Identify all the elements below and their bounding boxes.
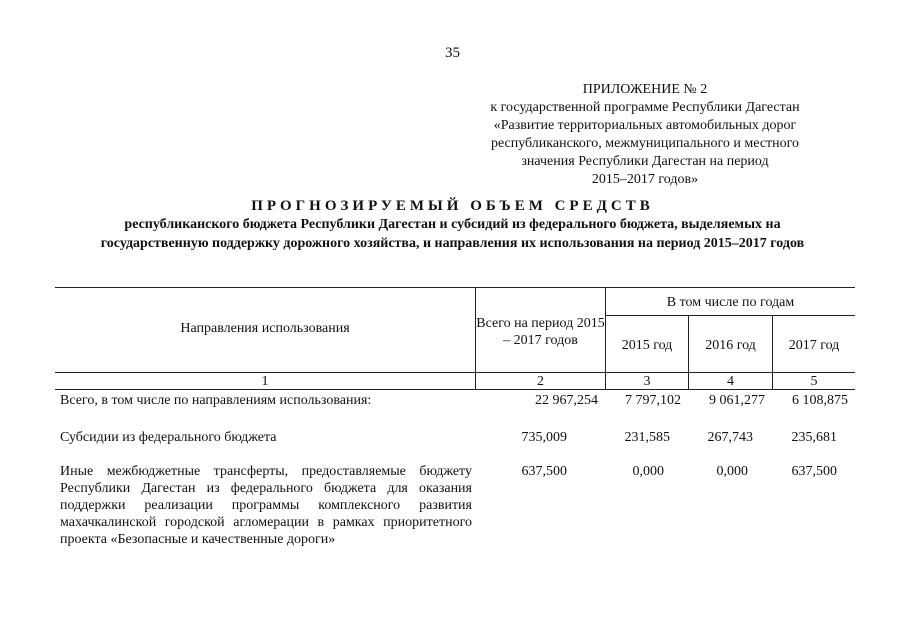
appendix-heading xyxy=(455,81,835,189)
row-2017: 235,681 xyxy=(791,430,837,445)
row-total: 735,009 xyxy=(521,430,567,445)
document-subtitle xyxy=(40,215,865,253)
row-2017: 637,500 xyxy=(791,464,837,479)
page-number: 35 xyxy=(445,45,460,61)
row-2016: 0,000 xyxy=(716,464,748,479)
row-2016: 9 061,277 xyxy=(709,393,765,408)
appendix-line: 2015–2017 годов» xyxy=(591,172,699,187)
header-year-2015: 2015 год xyxy=(621,338,673,353)
appendix-line: республиканского, межмуниципального и местного xyxy=(490,136,800,151)
column-number: 4 xyxy=(727,374,734,389)
row-2016: 267,743 xyxy=(707,430,753,445)
header-by-years: В том числе по годам xyxy=(666,295,795,310)
appendix-line: «Развитие территориальных автомобильных дорог xyxy=(493,118,797,133)
column-number: 2 xyxy=(537,374,544,389)
row-label: Субсидии из федерального бюджета xyxy=(60,430,277,445)
row-label: Иные межбюджетные трансферты, предоставляемые бюджету Республики Дагестан из федерального бюджета для оказания поддержки реализации программы комплексного развития махачкалинской городской агломерации в рамках приоритетного проекта «Безопасные и качественные дороги» xyxy=(60,464,472,547)
header-total: Всего на период 2015 – 2017 годов xyxy=(476,316,605,348)
appendix-line: к государственной программе Республики Дагестан xyxy=(490,100,800,115)
subtitle-line: республиканского бюджета Республики Дагестан и субсидий из федерального бюджета, выделяемых на xyxy=(124,217,781,232)
header-direction: Направления использования xyxy=(180,321,350,336)
header-year-2016: 2016 год xyxy=(705,338,756,353)
appendix-line: значения Республики Дагестан на период xyxy=(521,154,769,169)
row-2017: 6 108,875 xyxy=(792,393,848,408)
row-2015: 0,000 xyxy=(632,464,664,479)
row-total: 637,500 xyxy=(521,464,567,479)
header-year-2017: 2017 год xyxy=(788,338,840,353)
subtitle-line: государственную поддержку дорожного хозяйства, и направления их использования на период 2015–2017 годов xyxy=(100,236,805,251)
table-top-border xyxy=(55,287,855,288)
row-total: 22 967,254 xyxy=(535,393,598,408)
row-2015: 231,585 xyxy=(624,430,670,445)
appendix-line: ПРИЛОЖЕНИЕ № 2 xyxy=(582,82,708,97)
document-title: ПРОГНОЗИРУЕМЫЙ ОБЪЕМ СРЕДСТВ xyxy=(251,198,654,214)
column-number: 3 xyxy=(643,374,651,389)
years-divider xyxy=(605,315,855,316)
column-number: 5 xyxy=(810,374,818,389)
column-number: 1 xyxy=(261,374,269,389)
row-2015: 7 797,102 xyxy=(625,393,681,408)
row-label: Всего, в том числе по направлениям использования: xyxy=(60,393,372,408)
